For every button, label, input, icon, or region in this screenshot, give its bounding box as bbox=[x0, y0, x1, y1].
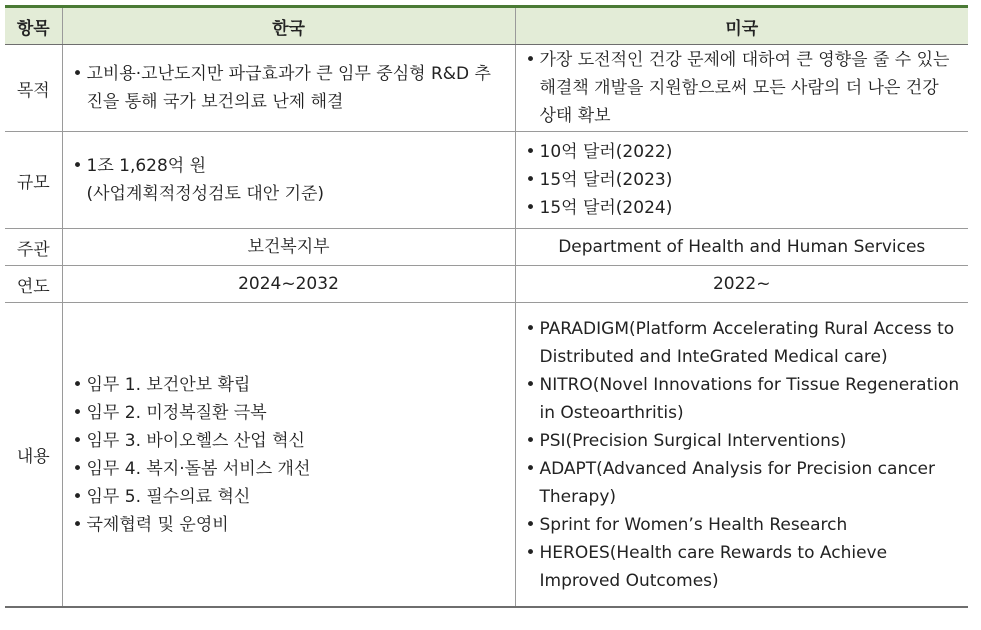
header-usa: 미국 bbox=[515, 7, 968, 45]
list-item: • 임무 3. 바이오헬스 산업 혁신 bbox=[71, 427, 507, 455]
list-item: • NITRO(Novel Innovations for Tissue Regeneration in Osteoarthritis) bbox=[524, 371, 961, 427]
comparison-table bbox=[5, 5, 968, 608]
row-purpose bbox=[5, 45, 968, 132]
row-label: 목적 bbox=[5, 45, 62, 132]
list-item: • 국제협력 및 운영비 bbox=[71, 511, 507, 539]
row-year bbox=[5, 266, 968, 303]
list-item: • 임무 1. 보건안보 확립 bbox=[71, 371, 507, 399]
list-item: • 15억 달러(2024) bbox=[524, 194, 961, 222]
cell-korea-year: 2024~2032 bbox=[62, 266, 515, 303]
list-item: • 가장 도전적인 건강 문제에 대하여 큰 영향을 줄 수 있는 해결책 개발을 지원함으로써 모든 사람의 더 나은 건강 상태 확보 bbox=[524, 46, 961, 130]
row-org bbox=[5, 229, 968, 266]
cell-usa-org: Department of Health and Human Services bbox=[515, 229, 968, 266]
cell-usa-content bbox=[515, 303, 968, 608]
row-label: 규모 bbox=[5, 132, 62, 229]
cell-usa-scale bbox=[515, 132, 968, 229]
row-label: 내용 bbox=[5, 303, 62, 608]
cell-korea-scale bbox=[62, 132, 515, 229]
header-korea: 한국 bbox=[62, 7, 515, 45]
list-item: • HEROES(Health care Rewards to Achieve Improved Outcomes) bbox=[524, 539, 961, 595]
list-item: • Sprint for Women’s Health Research bbox=[524, 511, 961, 539]
cell-korea-org: 보건복지부 bbox=[62, 229, 515, 266]
list-item: • ADAPT(Advanced Analysis for Precision cancer Therapy) bbox=[524, 455, 961, 511]
list-item: • 15억 달러(2023) bbox=[524, 166, 961, 194]
cell-usa-year: 2022~ bbox=[515, 266, 968, 303]
row-label: 주관 bbox=[5, 229, 62, 266]
header-item: 항목 bbox=[5, 7, 62, 45]
row-content bbox=[5, 303, 968, 608]
row-scale bbox=[5, 132, 968, 229]
list-item: • PSI(Precision Surgical Interventions) bbox=[524, 427, 961, 455]
row-label: 연도 bbox=[5, 266, 62, 303]
list-item: • 고비용·고난도지만 파급효과가 큰 임무 중심형 R&D 추진을 통해 국가 보건의료 난제 해결 bbox=[71, 60, 507, 116]
cell-korea-purpose bbox=[62, 45, 515, 132]
list-item: • 임무 4. 복지·돌봄 서비스 개선 bbox=[71, 455, 507, 483]
list-item: • 임무 2. 미정복질환 극복 bbox=[71, 399, 507, 427]
cell-korea-content bbox=[62, 303, 515, 608]
list-item: • 10억 달러(2022) bbox=[524, 138, 961, 166]
cell-usa-purpose bbox=[515, 45, 968, 132]
list-item: • 임무 5. 필수의료 혁신 bbox=[71, 483, 507, 511]
scale-note: (사업계획적정성검토 대안 기준) bbox=[86, 184, 325, 204]
list-item: • PARADIGM(Platform Accelerating Rural Access to Distributed and InteGrated Medical care) bbox=[524, 315, 961, 371]
list-item: • 1조 1,628억 원 bbox=[71, 152, 507, 180]
header-row bbox=[5, 7, 968, 45]
